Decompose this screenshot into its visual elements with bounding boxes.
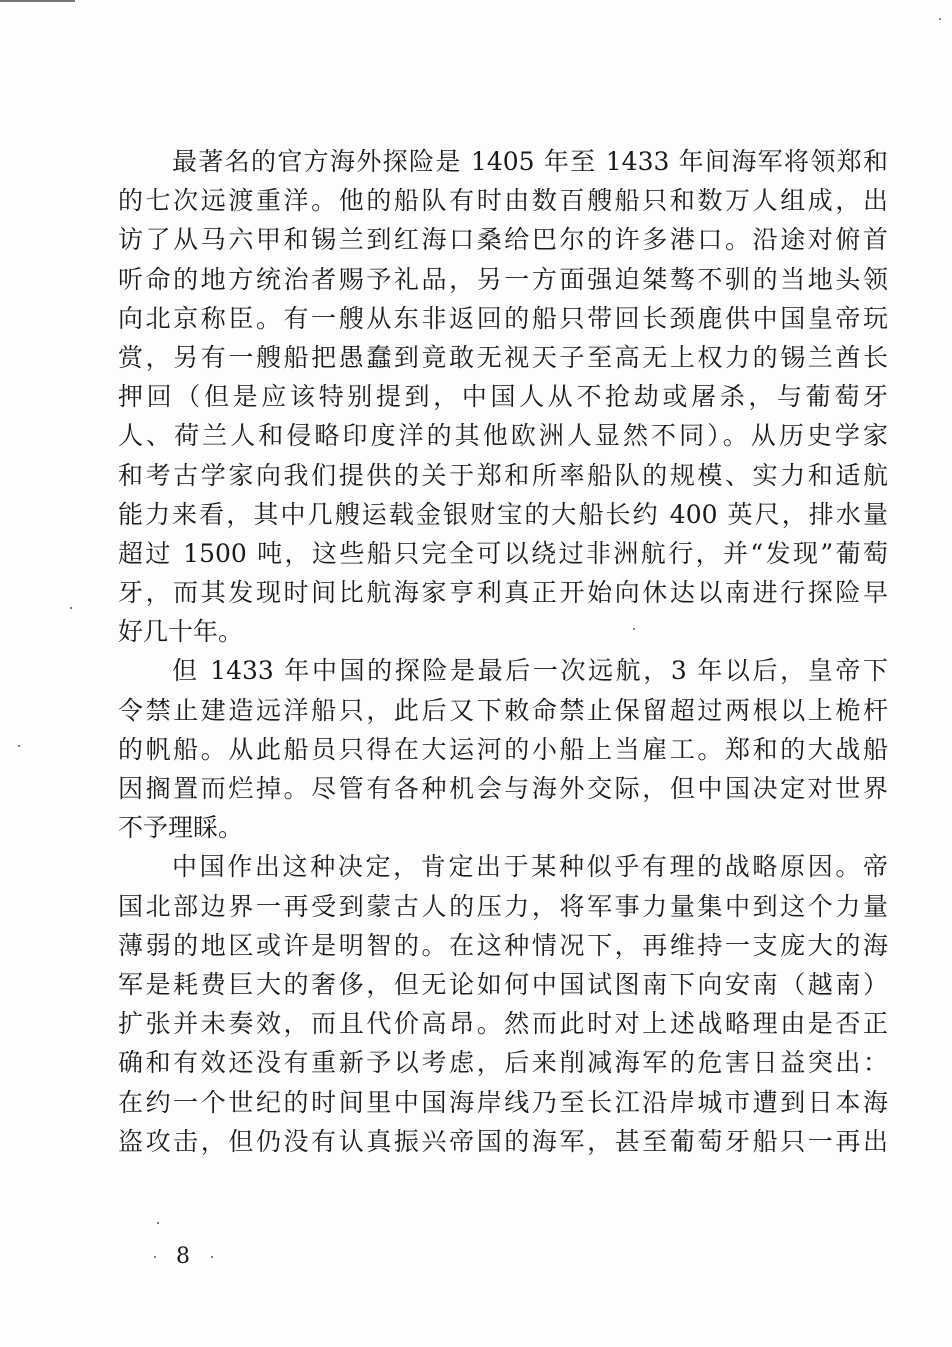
text-line: 超过 1500 吨，这些船只完全可以绕过非洲航行，并“发现”葡萄 bbox=[118, 538, 888, 568]
text-line: 牙，而其发现时间比航海家亨利真正开始向休达以南进行探险早 bbox=[118, 578, 888, 608]
text-line: 薄弱的地区或许是明智的。在这种情况下，再维持一支庞大的海 bbox=[118, 930, 888, 960]
text-line: 令禁止建造远洋船只，此后又下敕命禁止保留超过两根以上桅杆 bbox=[118, 695, 888, 725]
text-line: 好几十年。 bbox=[118, 617, 244, 647]
text-line: 押回（但是应该特别提到，中国人从不抢劫或屠杀，与葡萄牙 bbox=[118, 382, 888, 412]
scan-speck bbox=[70, 607, 72, 609]
text-line: 军是耗费巨大的奢侈，但无论如何中国试图南下向安南（越南） bbox=[118, 969, 888, 999]
text-line: 和考古学家向我们提供的关于郑和所率船队的规模、实力和适航 bbox=[118, 460, 888, 490]
text-line: 的七次远渡重洋。他的船队有时由数百艘船只和数万人组成，出 bbox=[118, 186, 888, 216]
text-line: 中国作出这种决定，肯定出于某种似乎有理的战略原因。帝 bbox=[172, 852, 888, 882]
text-line: 能力来看，其中几艘运载金银财宝的大船长约 400 英尺，排水量 bbox=[118, 499, 888, 529]
body-text bbox=[118, 142, 888, 1161]
scan-edge-mark bbox=[0, 0, 75, 2]
text-line: 国北部边界一再受到蒙古人的压力，将军事力量集中到这个力量 bbox=[118, 891, 888, 921]
scan-speck bbox=[633, 628, 635, 630]
scan-speck bbox=[157, 1222, 159, 1224]
text-line: 的帆船。从此船员只得在大运河的小船上当雇工。郑和的大战船 bbox=[118, 734, 888, 764]
text-line: 向北京称臣。有一艘从东非返回的船只带回长颈鹿供中国皇帝玩 bbox=[118, 303, 888, 333]
scan-speck bbox=[211, 1256, 213, 1258]
text-line: 最著名的官方海外探险是 1405 年至 1433 年间海军将领郑和 bbox=[172, 147, 888, 176]
scan-speck bbox=[939, 18, 941, 20]
text-line: 访了从马六甲和锡兰到红海口桑给巴尔的许多港口。沿途对俯首 bbox=[118, 225, 888, 255]
scan-speck bbox=[18, 745, 20, 747]
text-line: 不予理睬。 bbox=[118, 813, 244, 843]
text-line: 扩张并未奏效，而且代价高昂。然而此时对上述战略理由是否正 bbox=[118, 1009, 888, 1039]
text-line: 人、荷兰人和侵略印度洋的其他欧洲人显然不同）。从历史学家 bbox=[118, 421, 888, 451]
text-line: 确和有效还没有重新予以考虑，后来削减海军的危害日益突出： bbox=[118, 1048, 888, 1078]
scan-speck bbox=[154, 1256, 156, 1258]
text-line: 赏，另有一艘船把愚蠢到竟敢无视天子至高无上权力的锡兰酋长 bbox=[118, 342, 888, 372]
text-line: 在约一个世纪的时间里中国海岸线乃至长江沿岸城市遭到日本海 bbox=[118, 1087, 888, 1117]
text-line: 听命的地方统治者赐予礼品，另一方面强迫桀骜不驯的当地头领 bbox=[118, 264, 888, 294]
text-line: 但 1433 年中国的探险是最后一次远航，3 年以后，皇帝下 bbox=[172, 656, 888, 686]
text-line: 因搁置而烂掉。尽管有各种机会与海外交际，但中国决定对世界 bbox=[118, 774, 888, 803]
text-line: 盗攻击，但仍没有认真振兴帝国的海军，甚至葡萄牙船只一再出 bbox=[118, 1126, 888, 1156]
page-number: 8 bbox=[176, 1244, 190, 1269]
